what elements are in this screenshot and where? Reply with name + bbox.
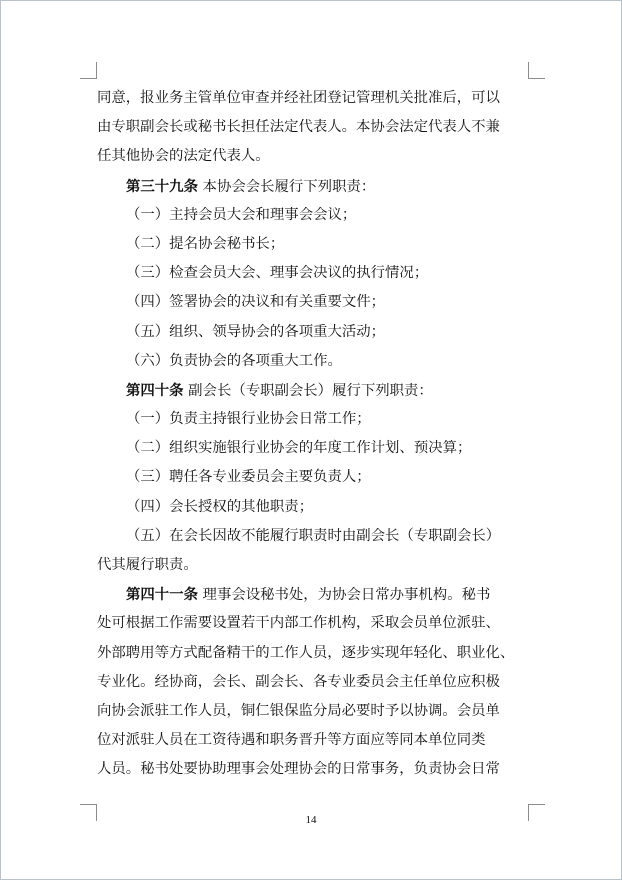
list-item (97, 405, 533, 434)
line-text: （四）会长授权的其他职责； (126, 498, 314, 515)
text-line (97, 609, 533, 638)
list-item (97, 201, 533, 230)
article-number: 第三十九条 (126, 177, 198, 195)
line-text: 理事会设秘书处，为协会日常办事机构。秘书 (202, 587, 491, 604)
line-text: （五）组织、领导协会的各项重大活动； (126, 323, 386, 340)
text-line-1 (97, 84, 533, 113)
article-41-heading (97, 580, 533, 609)
list-item (97, 318, 533, 347)
article-number: 第四十条 (126, 381, 184, 399)
article-39-heading (97, 172, 533, 201)
text-line-3 (97, 142, 533, 171)
line-text: 代其履行职责。 (97, 557, 198, 573)
crop-mark-top-right (528, 62, 545, 79)
list-item (97, 259, 533, 288)
line-text: （三）聘任各专业委员会主要负责人； (126, 469, 371, 486)
line-text: 外部聘用等方式配备精干的工作人员，逐步实现年轻化、职业化、 (97, 644, 515, 661)
text-line (97, 668, 533, 697)
line-text: 处可根据工作需要设置若干内部工作机构，采取会员单位派驻、 (97, 615, 500, 632)
line-text: （一）主持会员大会和理事会会议； (126, 206, 357, 223)
line-text: 人员。秘书处要协助理事会处理协会的日常事务，负责协会日常 (97, 761, 500, 778)
line-text: 任其他协会的法定代表人。 (97, 148, 270, 165)
text-line-2 (97, 113, 533, 142)
text-line (97, 726, 533, 755)
line-text: （四）签署协会的决议和有关重要文件； (126, 294, 386, 311)
document-body (97, 84, 533, 785)
list-item (97, 230, 533, 259)
line-text: （六）负责协会的各项重大工作。 (126, 352, 342, 369)
list-item (97, 463, 533, 492)
line-text: 专业化。经协商，会长、副会长、各专业委员会主任单位应积极 (97, 673, 500, 690)
article-number: 第四十一条 (126, 586, 198, 604)
line-text: （二）组织实施银行业协会的年度工作计划、预决算； (126, 440, 472, 457)
text-line (97, 639, 533, 668)
line-text: 向协会派驻工作人员，铜仁银保监分局必要时予以协调。会员单 (97, 702, 500, 719)
text-line (97, 755, 533, 784)
line-text: 副会长（专职副会长）履行下列职责： (188, 382, 433, 399)
crop-mark-top-left (80, 62, 97, 79)
line-text: （三）检查会员大会、理事会决议的执行情况； (126, 265, 429, 282)
list-item (97, 347, 533, 376)
list-item (97, 493, 533, 522)
list-item (97, 522, 533, 551)
line-text: 由专职副会长或秘书长担任法定代表人。本协会法定代表人不兼 (97, 119, 500, 136)
list-item (97, 288, 533, 317)
line-text: （二）提名协会秘书长； (126, 235, 285, 252)
line-text: 位对派驻人员在工资待遇和职务晋升等方面应等同本单位同类 (97, 732, 486, 749)
list-item (97, 434, 533, 463)
article-40-heading (97, 376, 533, 405)
text-line (97, 697, 533, 726)
line-text: 本协会会长履行下列职责： (202, 178, 376, 195)
text-line (97, 551, 533, 580)
line-text: 同意，报业务主管单位审查并经社团登记管理机关批准后，可以 (97, 90, 500, 106)
line-text: （五）在会长因故不能履行职责时由副会长（专职副会长） (126, 527, 501, 544)
line-text: （一）负责主持银行业协会日常工作； (126, 411, 371, 428)
page-number: 14 (305, 814, 317, 826)
